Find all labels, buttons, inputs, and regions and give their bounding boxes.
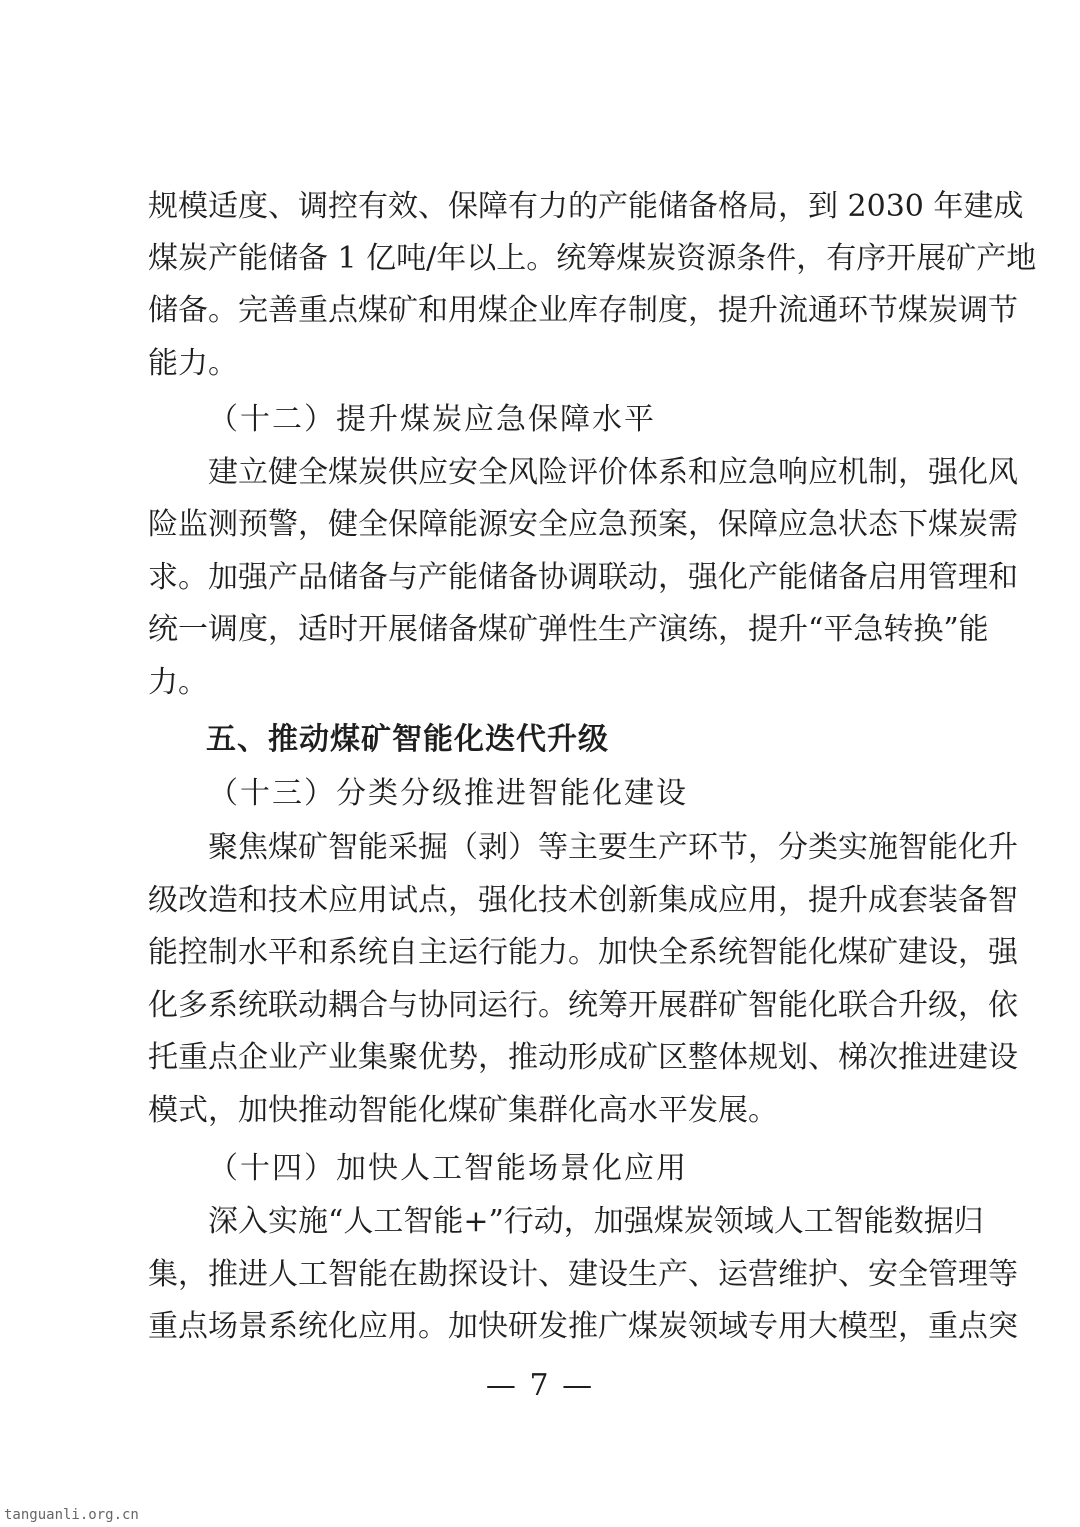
paragraph-line: 能力。 (148, 346, 238, 381)
section-heading-14: （十四）加快人工智能场景化应用 (208, 1151, 688, 1186)
paragraph-line: 能控制水平和系统自主运行能力。加快全系统智能化煤矿建设，强 (148, 935, 1018, 970)
paragraph-line: 重点场景系统化应用。加快研发推广煤炭领域专用大模型，重点突 (148, 1309, 1018, 1344)
chapter-heading-5: 五、推动煤矿智能化迭代升级 (206, 722, 609, 757)
paragraph-line: 聚焦煤矿智能采掘（剥）等主要生产环节，分类实施智能化升 (148, 830, 1018, 865)
paragraph-line: 力。 (148, 665, 208, 700)
paragraph-line: 托重点企业产业集聚优势，推动形成矿区整体规划、梯次推进建设 (148, 1040, 1018, 1075)
paragraph-line: 建立健全煤炭供应安全风险评价体系和应急响应机制，强化风 (148, 455, 1018, 490)
paragraph-line: 深入实施“人工智能+”行动，加强煤炭领域人工智能数据归 (148, 1204, 984, 1239)
watermark-text: tanguanli.org.cn (4, 1507, 139, 1523)
page-number: — 7 — (485, 1368, 595, 1403)
paragraph-line: 储备。完善重点煤矿和用煤企业库存制度，提升流通环节煤炭调节 (148, 293, 1018, 328)
paragraph-line: 规模适度、调控有效、保障有力的产能储备格局，到 2030 年建成 (148, 189, 1024, 224)
paragraph-line: 模式，加快推动智能化煤矿集群化高水平发展。 (148, 1093, 778, 1128)
paragraph-line: 化多系统联动耦合与协同运行。统筹开展群矿智能化联合升级，依 (148, 988, 1018, 1023)
paragraph-line: 煤炭产能储备 1 亿吨/年以上。统筹煤炭资源条件，有序开展矿产地 (148, 241, 1037, 276)
section-heading-13: （十三）分类分级推进智能化建设 (208, 776, 688, 811)
paragraph-line: 求。加强产品储备与产能储备协调联动，强化产能储备启用管理和 (148, 560, 1018, 595)
section-heading-12: （十二）提升煤炭应急保障水平 (208, 402, 656, 437)
paragraph-line: 险监测预警，健全保障能源安全应急预案，保障应急状态下煤炭需 (148, 507, 1018, 542)
paragraph-line: 集，推进人工智能在勘探设计、建设生产、运营维护、安全管理等 (148, 1257, 1018, 1292)
paragraph-line: 级改造和技术应用试点，强化技术创新集成应用，提升成套装备智 (148, 883, 1018, 918)
paragraph-line: 统一调度，适时开展储备煤矿弹性生产演练，提升“平急转换”能 (148, 612, 989, 647)
